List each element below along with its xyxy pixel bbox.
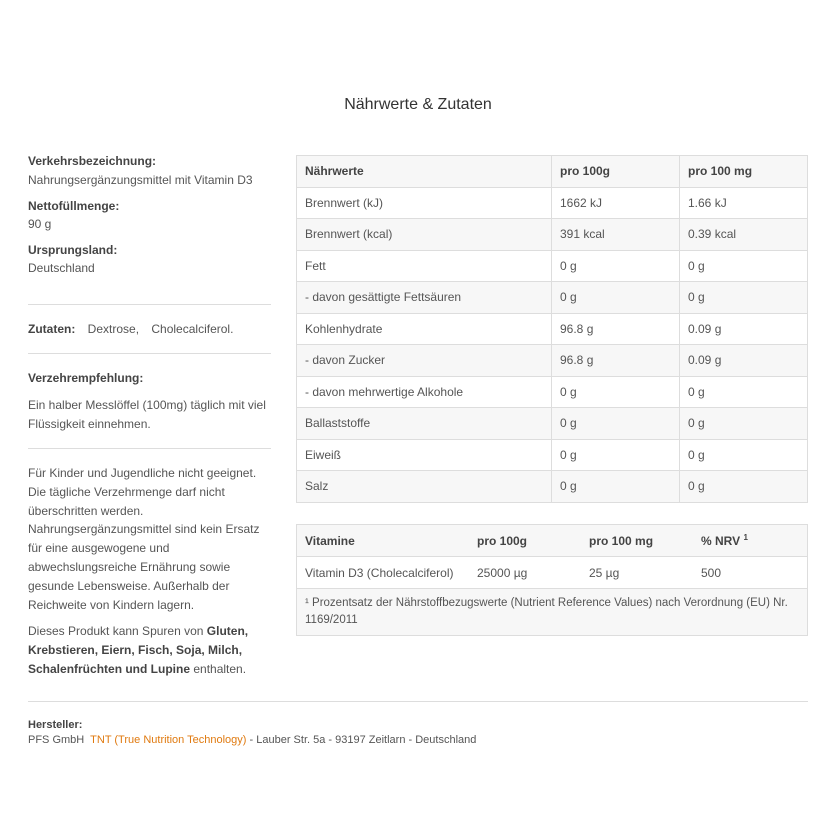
nutrition-table — [296, 155, 808, 503]
allergen-note — [28, 622, 271, 678]
product-details — [28, 152, 271, 277]
recommendation — [28, 369, 271, 434]
netto-value: 90 g — [28, 217, 52, 231]
company-name: PFS GmbH — [28, 734, 85, 746]
value-100g: 25000 µg — [469, 557, 581, 589]
value-100mg: 0.09 g — [680, 313, 808, 345]
value-100mg: 0 g — [680, 250, 808, 282]
header-cell: pro 100 mg — [680, 156, 808, 188]
table-row — [297, 557, 808, 589]
nutrient-name: Eiweiß — [297, 439, 552, 471]
nutrient-name: Salz — [297, 471, 552, 503]
allergen-suffix: enthalten. — [190, 661, 247, 676]
divider — [28, 353, 271, 354]
brand-link[interactable]: TNT (True Nutrition Technology) — [90, 734, 247, 746]
value-100mg: 25 µg — [581, 557, 693, 589]
divider — [28, 701, 808, 702]
nutrient-name: Ballaststoffe — [297, 408, 552, 440]
ursprung-label: Ursprungsland: — [28, 243, 118, 257]
ingredients — [28, 320, 242, 338]
table-row — [297, 250, 808, 282]
divider — [28, 304, 271, 305]
value-100g: 0 g — [552, 282, 680, 314]
header-cell: Nährwerte — [297, 156, 552, 188]
table-row — [297, 471, 808, 503]
footnote: ¹ Prozentsatz der Nährstoffbezugswerte (Nutrient Reference Values) nach Verordnung (EU) Nr. 1169/2011 — [297, 589, 808, 636]
value-100mg: 0.39 kcal — [680, 219, 808, 251]
nrv-value: 500 — [693, 557, 808, 589]
allergen-prefix: Dieses Produkt kann Spuren von — [28, 624, 207, 638]
manufacturer — [28, 718, 476, 748]
address: - Lauber Str. 5a - 93197 Zeitlarn - Deutschland — [246, 734, 477, 746]
value-100g: 0 g — [552, 250, 680, 282]
nutrient-name: - davon mehrwertige Alkohole — [297, 376, 552, 408]
verkehr-label: Verkehrsbezeichnung: — [28, 154, 157, 168]
ursprung-value: Deutschland — [28, 261, 95, 275]
value-100mg: 0 g — [680, 471, 808, 503]
value-100g: 0 g — [552, 439, 680, 471]
ingredient-item: Cholecalciferol. — [151, 322, 234, 336]
warning-text: Für Kinder und Jugendliche nicht geeignet. Die tägliche Verzehrmenge darf nicht überschritten werden. Nahrungsergänzungsmittel sind kein Ersatz für eine ausgewogene und abwechslungsreiche Ernährung sowie gesunde Lebensweise. Außerhalb der Reichweite von Kindern lagern. — [28, 466, 260, 612]
recommendation-value: Ein halber Messlöffel (100mg) täglich mit viel Flüssigkeit einnehmen. — [28, 398, 266, 431]
manufacturer-info — [28, 732, 476, 748]
manufacturer-label: Hersteller: — [28, 719, 83, 731]
value-100mg: 0.09 g — [680, 345, 808, 377]
ingredients-label: Zutaten: — [28, 322, 76, 336]
divider — [28, 448, 271, 449]
value-100g: 96.8 g — [552, 313, 680, 345]
header-cell — [693, 525, 808, 557]
value-100g: 96.8 g — [552, 345, 680, 377]
vitamin-table — [296, 524, 808, 636]
table-row — [297, 345, 808, 377]
value-100g: 391 kcal — [552, 219, 680, 251]
header-cell: pro 100g — [469, 525, 581, 557]
table-row — [297, 282, 808, 314]
nutrient-name: Brennwert (kcal) — [297, 219, 552, 251]
table-row — [297, 376, 808, 408]
nutrient-name: - davon Zucker — [297, 345, 552, 377]
table-header-row — [297, 156, 808, 188]
nutrient-name: Brennwert (kJ) — [297, 187, 552, 219]
table-header-row — [297, 525, 808, 557]
value-100g: 0 g — [552, 408, 680, 440]
table-row — [297, 439, 808, 471]
header-cell: pro 100 mg — [581, 525, 693, 557]
value-100mg: 1.66 kJ — [680, 187, 808, 219]
ingredient-item: Dextrose, — [87, 322, 140, 336]
header-cell: Vitamine — [297, 525, 470, 557]
footnote-row — [297, 589, 808, 636]
allergen-list: Gluten, Krebstieren, Eiern, Fisch, Soja, Milch, Schalenfrüchten und Lupine — [28, 624, 249, 676]
value-100g: 0 g — [552, 376, 680, 408]
value-100mg: 0 g — [680, 376, 808, 408]
header-cell: pro 100g — [552, 156, 680, 188]
value-100g: 1662 kJ — [552, 187, 680, 219]
nutrient-name: - davon gesättigte Fettsäuren — [297, 282, 552, 314]
nutrient-name: Fett — [297, 250, 552, 282]
table-row — [297, 408, 808, 440]
vitamin-name: Vitamin D3 (Cholecalciferol) — [297, 557, 470, 589]
value-100mg: 0 g — [680, 439, 808, 471]
nutrient-name: Kohlenhydrate — [297, 313, 552, 345]
verkehr-value: Nahrungsergänzungsmittel mit Vitamin D3 — [28, 173, 253, 187]
table-row — [297, 187, 808, 219]
recommendation-label: Verzehrempfehlung: — [28, 371, 144, 385]
value-100mg: 0 g — [680, 282, 808, 314]
value-100g: 0 g — [552, 471, 680, 503]
value-100mg: 0 g — [680, 408, 808, 440]
page-title: Nährwerte & Zutaten — [344, 96, 492, 113]
table-row — [297, 219, 808, 251]
netto-label: Nettofüllmenge: — [28, 199, 120, 213]
footnote-marker: 1 — [743, 533, 748, 542]
nrv-label: % NRV — [701, 534, 741, 548]
table-row — [297, 313, 808, 345]
